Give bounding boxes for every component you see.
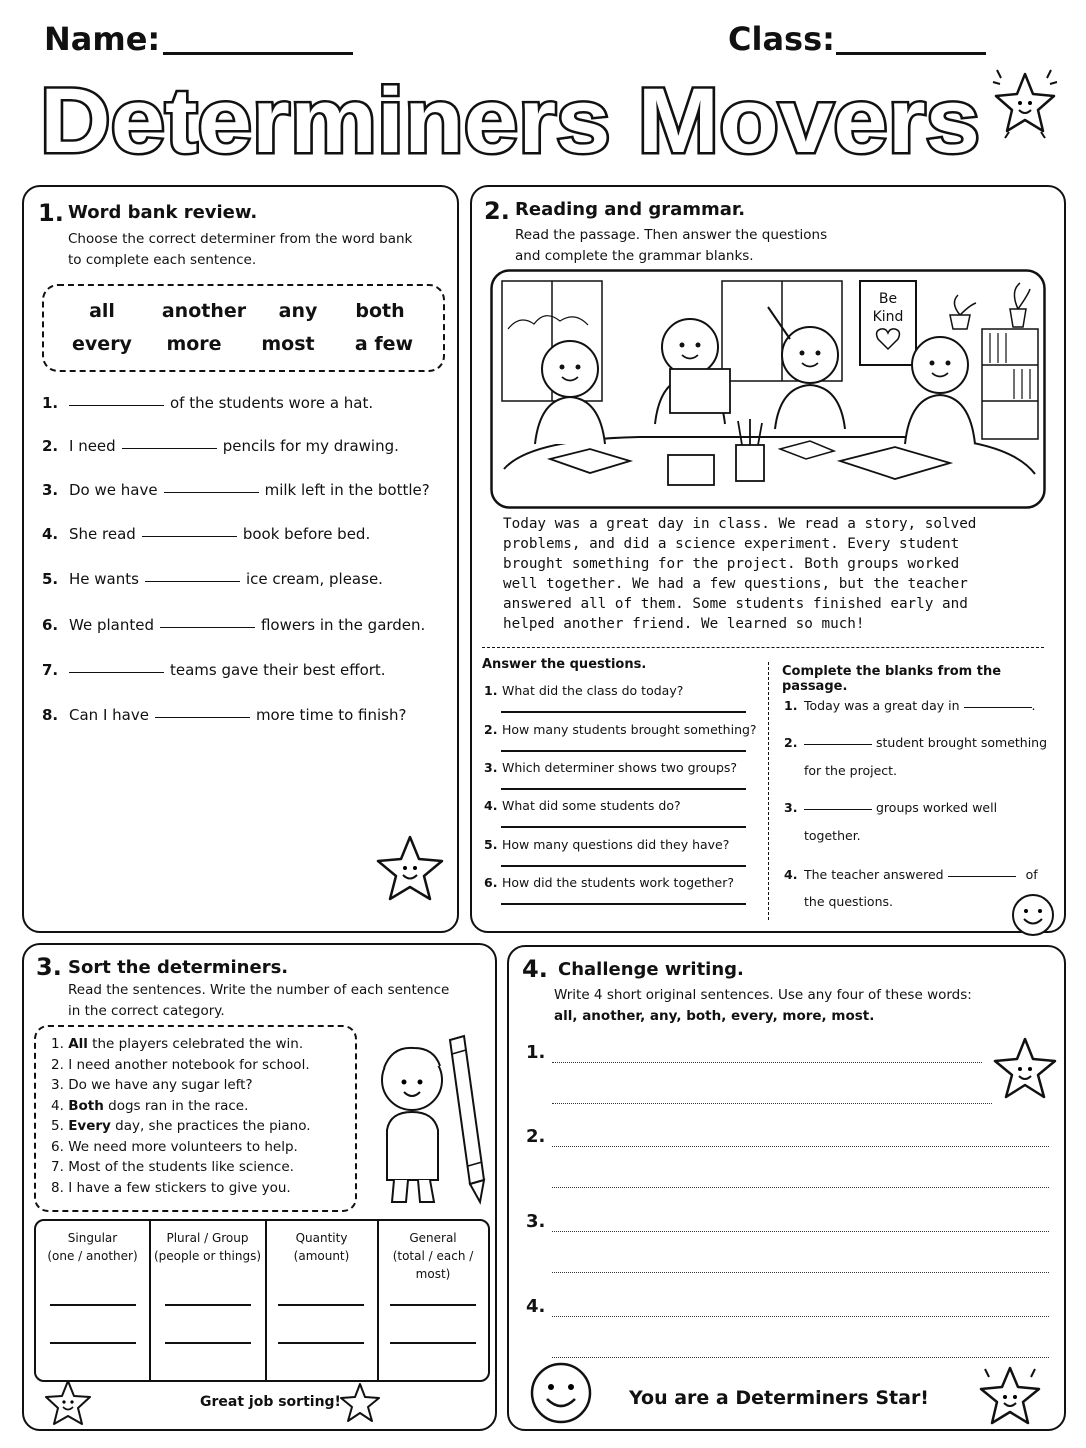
page-title	[30, 70, 990, 170]
answer-line[interactable]	[501, 711, 746, 713]
instruction-line: Choose the correct determiner from the word bank	[68, 231, 413, 247]
grammar-blank-item: 2. student brought something	[784, 735, 1048, 750]
instruction-line: to complete each sentence.	[68, 252, 257, 268]
star-icon	[38, 1377, 98, 1429]
section-number: 4.	[522, 955, 548, 983]
star-icon	[338, 1381, 382, 1425]
sentence-item: 8. I have a few stickers to give you.	[51, 1180, 291, 1196]
answer-line[interactable]	[278, 1304, 364, 1306]
class-label: Class:	[728, 20, 835, 58]
answer-blank[interactable]	[804, 744, 872, 745]
word-bank-item: all	[89, 300, 115, 322]
star-icon	[372, 832, 448, 908]
sentence-item: 6. We need more volunteers to help.	[51, 1139, 298, 1155]
question-row: 3. Do we have milk left in the bottle?	[42, 481, 430, 499]
instructions	[554, 985, 972, 1027]
question-row: 1. of the students wore a hat.	[42, 394, 374, 412]
smiley-icon	[1010, 892, 1056, 938]
instruction-line: in the correct category.	[68, 1003, 225, 1019]
question-row: 8. Can I have more time to finish?	[42, 706, 407, 724]
sentence-item: 5. Every day, she practices the piano.	[51, 1118, 311, 1134]
sentence-item: 2. I need another notebook for school.	[51, 1057, 310, 1073]
star-icon	[989, 1035, 1061, 1103]
section-number: 3.	[36, 953, 62, 981]
section-writing	[507, 945, 1066, 1431]
question-row: 6. We planted flowers in the garden.	[42, 616, 426, 634]
word-bank-item: every	[72, 333, 132, 355]
class-field[interactable]	[836, 52, 986, 55]
answer-blank[interactable]	[155, 717, 250, 718]
answer-line[interactable]	[390, 1304, 476, 1306]
passage-line: Today was a great day in class. We read a story, solved	[503, 516, 977, 532]
answer-blank[interactable]	[804, 809, 872, 810]
instruction-line: and complete the grammar blanks.	[515, 248, 754, 264]
name-field[interactable]	[163, 52, 353, 55]
line-number: 3.	[526, 1211, 546, 1232]
answer-line[interactable]	[501, 826, 746, 828]
comprehension-question: 1. What did the class do today?	[484, 683, 684, 698]
grammar-blank-item: 4. The teacher answered of	[784, 867, 1038, 882]
word-bank-item: any	[278, 300, 318, 322]
comprehension-question: 2. How many students brought something?	[484, 722, 757, 737]
passage-line: well together. We had a few questions, but the teacher	[503, 576, 968, 592]
writing-line[interactable]	[552, 1103, 992, 1104]
comprehension-question: 6. How did the students work together?	[484, 875, 735, 890]
instructions	[515, 225, 827, 267]
section-title: Sort the determiners.	[68, 957, 289, 978]
instruction-line: Read the sentences. Write the number of each sentence	[68, 982, 450, 998]
grammar-blank-line2: for the project.	[804, 763, 898, 778]
page-title-text: Determiners Movers	[40, 70, 980, 170]
comprehension-question: 5. How many questions did they have?	[484, 837, 730, 852]
answer-line[interactable]	[165, 1342, 251, 1344]
section-number: 2.	[484, 197, 510, 225]
section-word-bank	[22, 185, 459, 933]
section-sort	[22, 943, 497, 1431]
line-number: 4.	[526, 1296, 546, 1317]
passage-line: answered all of them. Some students finished early and	[503, 596, 968, 612]
comprehension-question: 3. Which determiner shows two groups?	[484, 760, 738, 775]
section-reading	[470, 185, 1066, 933]
grammar-blank-line2: together.	[804, 828, 861, 843]
category-header-general: General (total / each / most)	[392, 1231, 474, 1281]
boy-with-pencil-illustration	[372, 1030, 490, 1215]
question-row: 5. He wants ice cream, please.	[42, 570, 383, 588]
instruction-line: Read the passage. Then answer the questions	[515, 227, 828, 243]
writing-line[interactable]	[552, 1316, 1049, 1317]
divider	[482, 647, 1044, 648]
answer-heading: Answer the questions.	[482, 657, 647, 672]
answer-blank[interactable]	[145, 581, 240, 582]
answer-blank[interactable]	[164, 492, 259, 493]
passage-line: problems, and did a science experiment. Every student	[503, 536, 960, 552]
answer-line[interactable]	[501, 865, 746, 867]
answer-line[interactable]	[50, 1342, 136, 1344]
grammar-blank-item: 1. Today was a great day in .	[784, 698, 1036, 713]
answer-line[interactable]	[390, 1342, 476, 1344]
word-bank-item: another	[161, 300, 247, 322]
section-number: 1.	[38, 199, 64, 227]
writing-footer: You are a Determiners Star!	[629, 1387, 929, 1409]
svg-text:Kind: Kind	[872, 309, 904, 325]
answer-blank[interactable]	[948, 876, 1016, 877]
answer-blank[interactable]	[160, 627, 255, 628]
instructions	[68, 980, 449, 1022]
question-row: 7. teams gave their best effort.	[42, 661, 386, 679]
answer-line[interactable]	[501, 750, 746, 752]
sentence-item: 1. All the players celebrated the win.	[51, 1036, 304, 1052]
word-bank-item: both	[355, 300, 405, 322]
question-row: 2. I need pencils for my drawing.	[42, 437, 399, 455]
line-number: 2.	[526, 1126, 546, 1147]
section-title: Reading and grammar.	[515, 199, 746, 220]
answer-blank[interactable]	[122, 448, 217, 449]
category-header-plural: Plural / Group (people or things)	[153, 1231, 262, 1263]
sentence-item: 4. Both dogs ran in the race.	[51, 1098, 249, 1114]
grammar-blank-line2: the questions.	[804, 894, 893, 909]
category-header-singular: Singular (one / another)	[47, 1231, 138, 1263]
section-title: Word bank review.	[68, 202, 258, 223]
answer-line[interactable]	[501, 788, 746, 790]
passage-line: helped another friend. We learned so much!	[503, 616, 865, 632]
passage-line: brought something for the project. Both groups worked	[503, 556, 960, 572]
answer-blank[interactable]	[69, 405, 164, 406]
sort-table	[34, 1219, 490, 1382]
reading-passage	[503, 514, 976, 634]
svg-text:Be: Be	[878, 291, 898, 307]
sort-footer: Great job sorting!	[200, 1394, 341, 1410]
instruction-line: all, another, any, both, every, more, most.	[554, 1008, 875, 1024]
answer-line[interactable]	[165, 1304, 251, 1306]
category-header-quantity: Quantity (amount)	[293, 1231, 350, 1263]
word-bank	[42, 284, 445, 372]
instructions	[68, 229, 412, 271]
divider	[768, 662, 769, 920]
grammar-blank-item: 3. groups worked well	[784, 800, 998, 815]
writing-line[interactable]	[552, 1272, 1049, 1273]
word-bank-item: more	[166, 333, 222, 355]
word-bank-item: a few	[354, 333, 414, 355]
answer-line[interactable]	[50, 1304, 136, 1306]
blanks-heading: Complete the blanks from the passage.	[782, 664, 1002, 694]
comprehension-question: 4. What did some students do?	[484, 798, 681, 813]
name-label: Name:	[44, 20, 161, 58]
answer-blank[interactable]	[69, 672, 164, 673]
answer-line[interactable]	[278, 1342, 364, 1344]
answer-line[interactable]	[501, 903, 746, 905]
section-title: Challenge writing.	[558, 959, 744, 980]
answer-blank[interactable]	[964, 707, 1032, 708]
star-icon	[985, 62, 1065, 147]
word-bank-item: most	[261, 333, 315, 355]
classroom-illustration	[490, 269, 1046, 509]
writing-line[interactable]	[552, 1357, 1049, 1358]
writing-line[interactable]	[552, 1187, 1049, 1188]
star-icon	[971, 1363, 1049, 1429]
smiley-icon	[527, 1361, 595, 1425]
be-kind-poster	[860, 281, 916, 365]
line-number: 1.	[526, 1042, 546, 1063]
writing-line[interactable]	[552, 1231, 1049, 1232]
instruction-line: Write 4 short original sentences. Use any four of these words:	[554, 987, 972, 1003]
answer-blank[interactable]	[142, 536, 237, 537]
sentence-item: 7. Most of the students like science.	[51, 1159, 294, 1175]
writing-line[interactable]	[552, 1146, 1049, 1147]
sentence-item: 3. Do we have any sugar left?	[51, 1077, 253, 1093]
question-row: 4. She read book before bed.	[42, 525, 371, 543]
writing-line[interactable]	[552, 1062, 982, 1063]
